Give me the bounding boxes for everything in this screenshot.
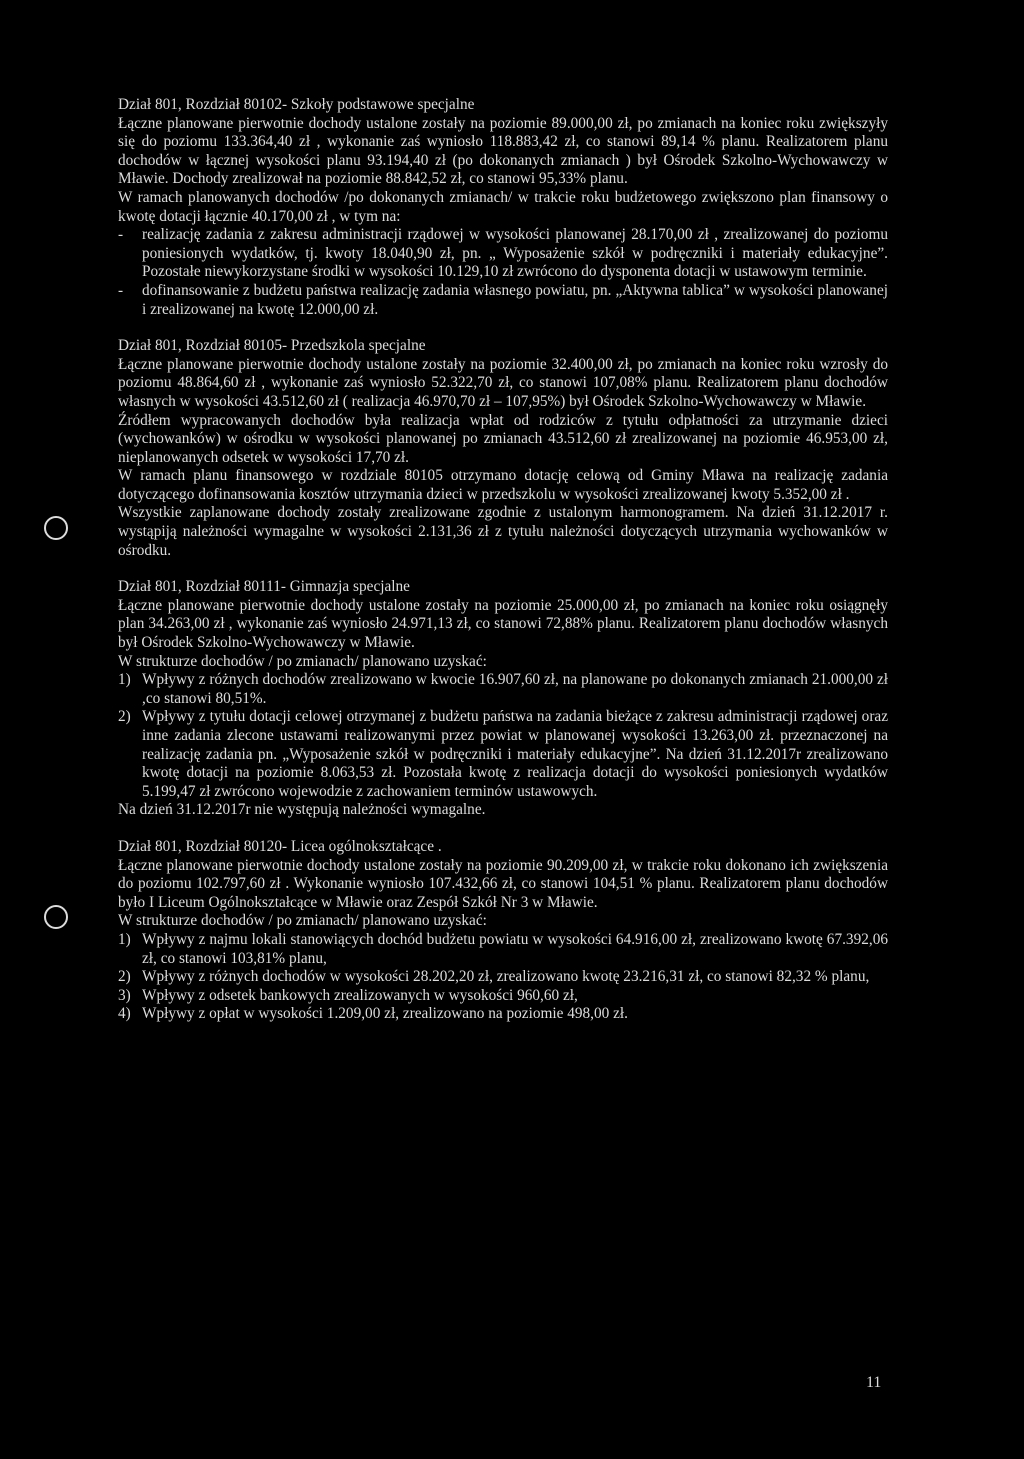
paragraph: Źródłem wypracowanych dochodów była realizacja wpłat od rodziców z tytułu odpłatności za utrzymanie dzieci (wychowanków) w ośrodku w wysokości planowanej po zmianach 43.512,60 zł zrealizowanej na poziomie 46.953,00 zł, nieplanowanych odsetek w wysokości 17,70 zł. — [118, 411, 888, 466]
list-item-text: Wpływy z odsetek bankowych zrealizowanych w wysokości 960,60 zł, — [142, 986, 578, 1004]
list-marker: 4) — [118, 1005, 131, 1023]
list-item-text: Wpływy z najmu lokali stanowiących dochód budżetu powiatu w wysokości 64.916,00 zł, zrealizowano kwotę 67.392,06 zł, co stanowi 103,81% planu, — [142, 930, 888, 967]
section-80102 — [118, 96, 888, 319]
paragraph: Wszystkie zaplanowane dochody zostały zrealizowane zgodnie z ustalonym harmonogramem. Na dzień 31.12.2017 r. wystąpiją należności wymagalne w wysokości 2.131,36 zł z tytułu należności dotyczących utrzymania wychowanków w ośrodku. — [118, 504, 888, 559]
paragraph: Łączne planowane pierwotnie dochody ustalone zostały na poziomie 25.000,00 zł, po zmianach na koniec roku osiągnęły plan 34.263,00 zł , wykonanie zaś wyniosło 24.971,13 zł, co stanowi 72,88% planu. Realizatorem planu dochodów własnych był Ośrodek Szkolno-Wychowawczy w Mławie. — [118, 596, 888, 652]
list-marker: 2) — [118, 968, 131, 986]
list-marker: - — [118, 281, 124, 299]
section-80120 — [118, 838, 888, 1024]
paragraph: W ramach planowanych dochodów /po dokonanych zmianach/ w trakcie roku budżetowego zwiększono plan finansowy o kwotę dotacji łącznie 40.170,00 zł , w tym na: — [118, 188, 888, 225]
section-80105 — [118, 337, 888, 560]
paragraph: Łączne planowane pierwotnie dochody ustalone zostały na poziomie 32.400,00 zł, po zmianach na koniec roku wzrosły do poziomu 48.864,60 zł , wykonanie zaś wyniosło 52.322,70 zł, co stanowi 107,08% planu. Realizatorem planu dochodów własnych w wysokości 43.512,60 zł ( realizacja 46.970,70 zł – 107,95%) był Ośrodek Szkolno-Wychowawczy w Mławie. — [118, 355, 888, 410]
list-item — [118, 968, 888, 987]
list-item — [118, 226, 888, 282]
punch-hole-top — [44, 516, 68, 540]
list-item-text: Wpływy z różnych dochodów zrealizowano w kwocie 16.907,60 zł, na planowane po dokonanych zmianach 21.000,00 zł ,co stanowi 80,51%. — [142, 671, 888, 707]
section-heading: Dział 801, Rozdział 80120- Licea ogólnokształcące . — [118, 837, 442, 855]
section-80111 — [118, 578, 888, 820]
list — [118, 931, 888, 1024]
paragraph: Łączne planowane pierwotnie dochody ustalone zostały na poziomie 89.000,00 zł, po zmianach na koniec roku zwiększyły się do poziomu 133.364,40 zł , wykonanie zaś wyniosło 118.883,42 zł, co stanowi 89,14 % planu. Realizatorem planu dochodów w łącznej wysokości planu 93.194,40 zł (po dokonanych zmianach ) był Ośrodek Szkolno-Wychowawczy w Mławie. Dochody zrealizował na poziomie 88.842,52 zł, co stanowi 95,33% planu. — [118, 114, 888, 188]
list-item — [118, 708, 888, 801]
section-heading: Dział 801, Rozdział 80111- Gimnazja specjalne — [118, 578, 410, 596]
punch-hole-bottom — [44, 905, 68, 929]
list-marker: 3) — [118, 986, 131, 1004]
list-item-text: Wpływy z tytułu dotacji celowej otrzymanej z budżetu państwa na zadania bieżące z zakresu administracji rządowej oraz inne zadania zlecone ustawami realizowanymi przez powiat w planowanej wysokości 13.263,00 zł. przeznaczonej na realizację zadania pn. „Wyposażenie szkół w podręczniki i materiały edukacyjne”. Na dzień 31.12.2017r zrealizowano kwotę dotacji na poziomie 8.063,53 zł. Pozostała kwotę z realizacja dotacji do wysokości poniesionych wydatków 5.199,47 zł zwrócono wojewodzie z zachowaniem terminów ustawowych. — [142, 708, 888, 800]
paragraph: Na dzień 31.12.2017r nie występują należności wymagalne. — [118, 801, 486, 819]
list-item — [118, 671, 888, 708]
list-marker: 2) — [118, 708, 131, 726]
list-item — [118, 1005, 888, 1024]
list-item-text: dofinansowanie z budżetu państwa realizację zadania własnego powiatu, pn. „Aktywna tablica” w wysokości planowanej i zrealizowanej na kwotę 12.000,00 zł. — [142, 281, 888, 318]
paragraph: W ramach planu finansowego w rozdziale 80105 otrzymano dotację celową od Gminy Mława na realizację zadania dotyczącego dofinansowania kosztów utrzymania dzieci w przedszkolu w wysokości zrealizowanej kwoty 5.352,00 zł . — [118, 467, 888, 503]
page-number: 11 — [866, 1374, 882, 1391]
paragraph: W strukturze dochodów / po zmianach/ planowano uzyskać: — [118, 652, 487, 670]
list-item — [118, 282, 888, 319]
section-heading: Dział 801, Rozdział 80105- Przedszkola specjalne — [118, 337, 426, 355]
section-heading: Dział 801, Rozdział 80102- Szkoły podstawowe specjalne — [118, 96, 475, 113]
list-item — [118, 987, 888, 1006]
list — [118, 671, 888, 801]
document-body — [118, 96, 888, 1042]
paragraph: Łączne planowane pierwotnie dochody ustalone zostały na poziomie 90.209,00 zł, w trakcie roku dokonano ich zwiększenia do poziomu 102.797,60 zł . Wykonanie wyniosło 107.432,66 zł, co stanowi 104,51 % planu. Realizatorem planu dochodów było I Liceum Ogólnokształcące w Mławie oraz Zespół Szkół Nr 3 w Mławie. — [118, 856, 888, 911]
list-item-text: Wpływy z opłat w wysokości 1.209,00 zł, zrealizowano na poziomie 498,00 zł. — [142, 1005, 628, 1023]
list-marker: 1) — [118, 930, 131, 948]
list-item — [118, 931, 888, 968]
list-marker: - — [118, 226, 124, 244]
list-item-text: Wpływy z różnych dochodów w wysokości 28.202,20 zł, zrealizowano kwotę 23.216,31 zł, co stanowi 82,32 % planu, — [142, 968, 870, 986]
paragraph: W strukturze dochodów / po zmianach/ planowano uzyskać: — [118, 912, 487, 930]
list-item-text: realizację zadania z zakresu administracji rządowej w wysokości planowanej 28.170,00 zł , zrealizowanej do poziomu poniesionych wydatków, tj. kwoty 18.040,90 zł, pn. „ Wyposażenie szkół w podręczniki i materiały edukacyjne”. Pozostałe niewykorzystane środki w wysokości 10.129,10 zł zwrócono do dysponenta dotacji w ustawowym terminie. — [142, 226, 888, 281]
list-marker: 1) — [118, 671, 131, 689]
list — [118, 226, 888, 319]
